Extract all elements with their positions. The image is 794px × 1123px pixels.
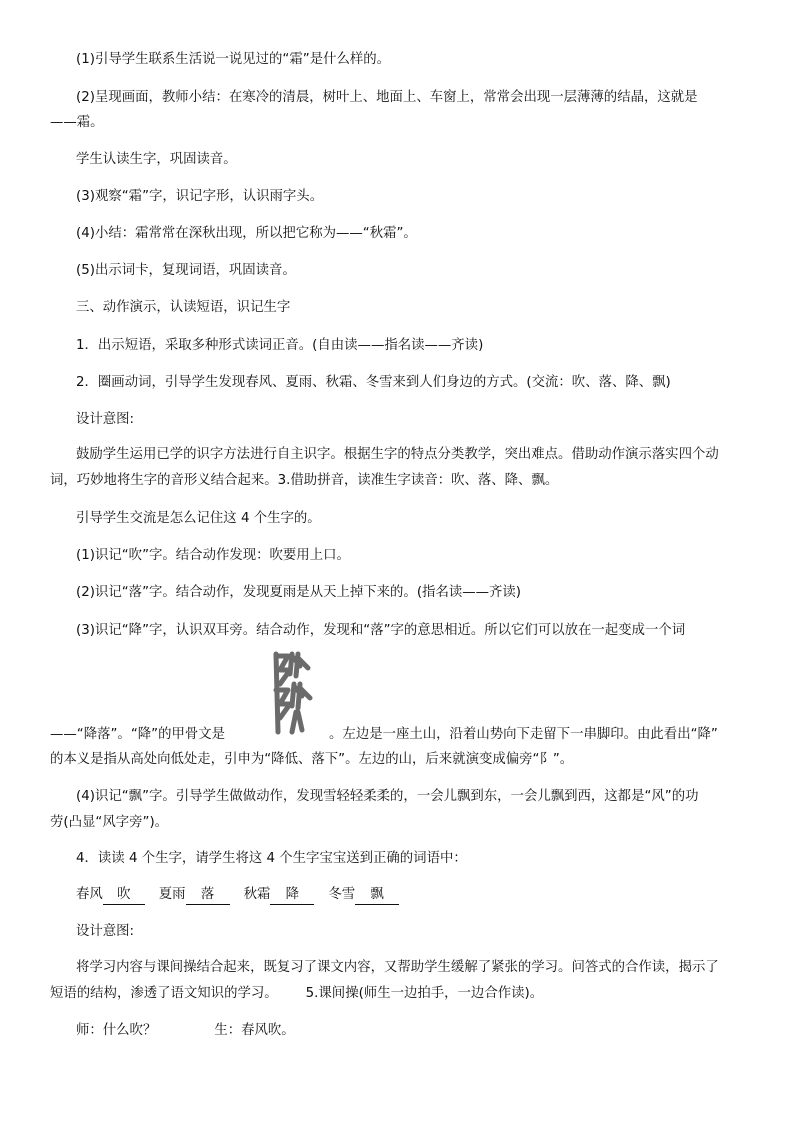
design-intent-text-2-end: 短语的结构，渗透了语文知识的学习。 (50, 986, 278, 1001)
para-5: (4)小结：霜常常在深秋出现，所以把它称为——“秋霜”。 (76, 226, 417, 241)
step-4: 4．读读 4 个生字，请学生将这 4 个生字宝宝送到正确的词语中： (76, 851, 467, 866)
dialogue-row (76, 1021, 295, 1041)
fill-in-row (76, 885, 399, 905)
para-2-cont: ——霜。 (50, 115, 104, 130)
item-chui: (1)识记“吹”字。结合动作发现：吹要用上口。 (76, 548, 350, 563)
design-intent-text-2: 将学习内容与课间操结合起来，既复习了课文内容，又帮助学生缓解了紧张的学习。问答式的合作读，揭示了 (76, 960, 719, 975)
item-jiang: (3)识记“降”字，认识双耳旁。结合动作，发现和“落”字的意思相近。所以它们可以放在一起变成一个词 (76, 623, 686, 638)
para-2: (2)呈现画面，教师小结：在寒冷的清晨，树叶上、地面上、车窗上，常常会出现一层薄薄的结晶，这就是 (76, 90, 698, 105)
design-intent-label-2: 设计意图: (76, 924, 135, 939)
item-piao: (4)识记“飘”字。引导学生做做动作，发现雪轻轻柔柔的，一会儿飘到东，一会儿飘到西，这都是“风”的功 (76, 789, 699, 804)
step-1: 1．出示短语，采取多种形式读词正音。(自由读——指名读——齐读) (76, 338, 484, 353)
jiangluo-text-b: 。左边是一座土山，沿着山势向下走留下一串脚印。由此看出“降” (329, 727, 718, 742)
jiangluo-text-a: ——“降落”。“降”的甲骨文是 (50, 727, 226, 742)
design-intent-text-cont: 词，巧妙地将生字的音形义结合起来。3.借助拼音，读准生字读音：吹、落、降、飘。 (50, 473, 559, 488)
phrase-xiayu: 夏雨 (158, 887, 186, 902)
step-5-exercise: 5.课间操(师生一边拍手，一边合作读)。 (305, 986, 544, 1001)
para-6: (5)出示词卡，复现词语，巩固读音。 (76, 263, 296, 278)
item-luo: (2)识记“落”字。结合动作，发现夏雨是从天上掉下来的。(指名读——齐读) (76, 585, 522, 600)
phrase-chunfeng: 春风 (76, 887, 103, 902)
answer-jiang: 降 (270, 886, 314, 905)
oracle-bone-jiang-image (268, 648, 316, 736)
para-jiangluo (50, 725, 718, 745)
design-intent-text: 鼓励学生运用已学的识字方法进行自主识字。根据生字的特点分类教学，突出难点。借助动作演示落实四个动 (76, 447, 719, 462)
student-answer: 生：春风吹。 (214, 1023, 295, 1038)
teacher-question: 师：什么吹？ (76, 1023, 157, 1038)
section-heading: 三、动作演示，认读短语，识记生字 (76, 300, 291, 315)
para-3: 学生认读生字，巩固读音。 (76, 152, 237, 167)
phrase-dongxue: 冬雪 (328, 887, 356, 902)
step-2: 2．圈画动词，引导学生发现春风、夏雨、秋霜、冬雪来到人们身边的方式。(交流：吹、落、降、飘) (76, 375, 671, 390)
design-intent-label: 设计意图: (76, 412, 135, 427)
para-4: (3)观察“霜”字，识记字形，认识雨字头。 (76, 189, 324, 204)
design-intent-text-2-cont (50, 984, 543, 1004)
phrase-qiushuang: 秋霜 (243, 887, 271, 902)
answer-piao: 飘 (355, 886, 399, 905)
answer-chui: 吹 (103, 886, 145, 905)
para-jiangluo-cont: 的本义是指从高处向低处走，引申为“降低、落下”。左边的山，后来就演变成偏旁“阝”。 (50, 752, 574, 767)
answer-luo: 落 (186, 886, 230, 905)
para-1: (1)引导学生联系生活说一说见过的“霜”是什么样的。 (76, 52, 391, 67)
item-piao-cont: 劳(凸显“风字旁”)。 (50, 815, 169, 830)
para-exchange: 引导学生交流是怎么记住这 4 个生字的。 (76, 511, 321, 526)
